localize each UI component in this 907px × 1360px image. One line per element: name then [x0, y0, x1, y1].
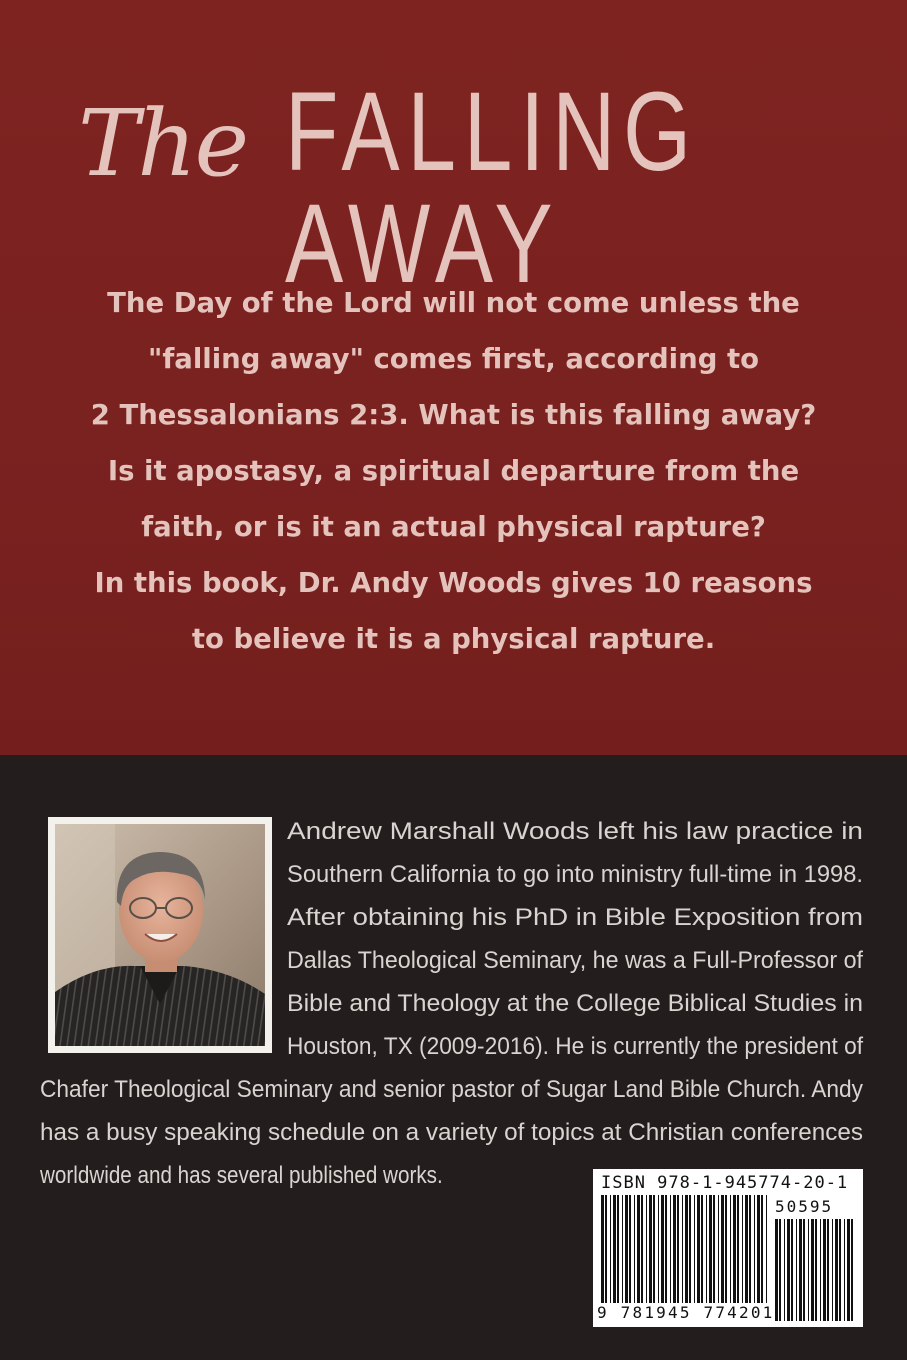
title-main: FALLING AWAY — [285, 69, 699, 306]
author-bio — [40, 810, 863, 1210]
blurb-line: Is it apostasy, a spiritual departure from the — [107, 455, 800, 487]
isbn-number: ISBN 978-1-945774-20-1 — [601, 1173, 849, 1193]
bio-line: Southern California to go into ministry full-time in 1998. — [287, 861, 863, 888]
barcode-bar — [791, 1219, 793, 1321]
ean-number: 9 781945 774201 — [597, 1303, 775, 1322]
bio-line: worldwide and has several published works. — [40, 1162, 443, 1189]
barcode-bar — [823, 1219, 826, 1321]
blurb-line: to believe it is a physical rapture. — [191, 623, 716, 655]
bio-line: Andrew Marshall Woods left his law practice in — [287, 818, 863, 845]
barcode-bar — [811, 1219, 814, 1321]
barcode-bar — [799, 1219, 802, 1321]
barcode-bar — [784, 1219, 785, 1321]
barcode-bar — [787, 1219, 790, 1321]
blurb-line: In this book, Dr. Andy Woods gives 10 reasons — [94, 567, 813, 599]
barcode-bar — [844, 1219, 845, 1321]
blurb-line: The Day of the Lord will not come unless the — [107, 287, 800, 319]
bio-line: has a busy speaking schedule on a variety of topics at Christian conferences — [40, 1119, 863, 1146]
title-prefix: The — [78, 90, 248, 197]
blurb-line: faith, or is it an actual physical rapture? — [141, 511, 766, 543]
barcode-bar — [827, 1219, 829, 1321]
barcode-bar — [815, 1219, 817, 1321]
barcode-bar — [803, 1219, 805, 1321]
barcode-bar — [832, 1219, 833, 1321]
isbn-barcode — [593, 1169, 863, 1327]
barcode-bar — [808, 1219, 809, 1321]
price-addon: 50595 — [775, 1197, 834, 1216]
barcode-bar — [851, 1219, 853, 1321]
barcode-bar — [835, 1219, 838, 1321]
bio-line: Dallas Theological Seminary, he was a Full-Professor of — [287, 947, 863, 974]
blurb-line: "falling away" comes first, according to — [148, 343, 759, 375]
barcode-bar — [775, 1219, 778, 1321]
blurb — [60, 275, 847, 667]
barcode-bar — [796, 1219, 797, 1321]
bio-line: After obtaining his PhD in Bible Exposition from — [287, 904, 863, 931]
barcode-bar — [779, 1219, 781, 1321]
bio-line: Houston, TX (2009-2016). He is currently the president of — [287, 1033, 863, 1060]
bottom-panel — [0, 755, 907, 1360]
bio-line: Chafer Theological Seminary and senior pastor of Sugar Land Bible Church. Andy — [40, 1076, 863, 1103]
barcode-bar — [839, 1219, 841, 1321]
bio-line: Bible and Theology at the College Biblical Studies in — [287, 990, 863, 1017]
barcode-bar — [820, 1219, 821, 1321]
blurb-line: 2 Thessalonians 2:3. What is this falling away? — [90, 399, 817, 431]
barcode-bar — [847, 1219, 850, 1321]
